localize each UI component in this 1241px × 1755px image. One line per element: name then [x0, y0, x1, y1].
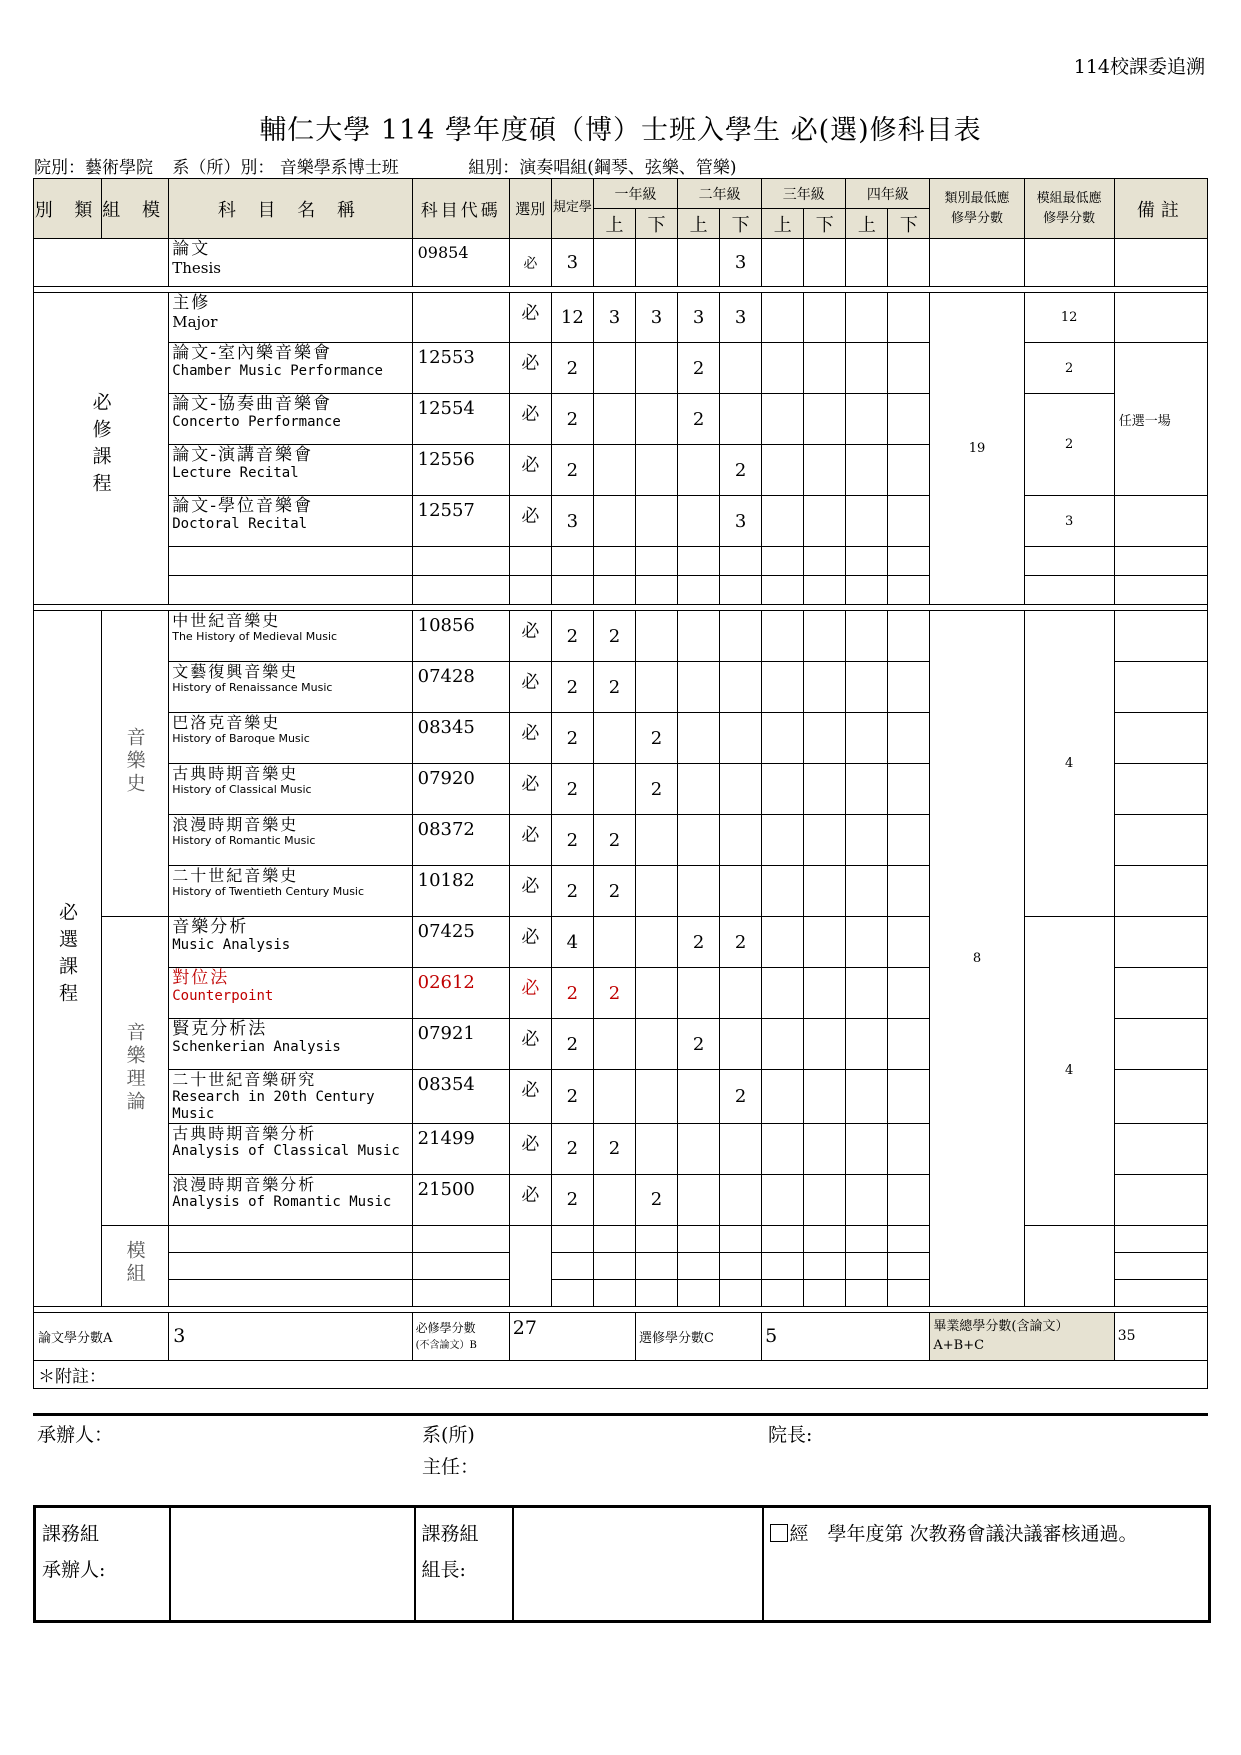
header-code: 科目代碼 [412, 179, 509, 239]
header-y1-lower: 下 [635, 209, 677, 239]
table-row: 論文-室內樂音樂會 Chamber Music Performance 12553 必 2 2 2 任選一場 [34, 343, 1208, 394]
required-credits-value: 27 [509, 1312, 635, 1360]
thesis-credits-label: 論文學分數A [34, 1312, 169, 1360]
elective-credits-value: 5 [762, 1312, 930, 1360]
table-row: 巴洛克音樂史 History of Baroque Music 08345 必 2 2 [34, 713, 1208, 764]
table-row: 論文 Thesis 09854 必 3 3 [34, 239, 1208, 287]
elective-category-min: 8 [930, 611, 1024, 1307]
header-y2-upper: 上 [678, 209, 720, 239]
office-handler-signature [170, 1507, 415, 1622]
dept-head-label-2: 主任： [422, 1456, 480, 1478]
header-year3: 三年級 [762, 179, 846, 209]
required-remark: 任選一場 [1114, 343, 1207, 496]
department-label: 系（所）別： 音樂學系博士班 [172, 158, 399, 178]
table-row: 浪漫時期音樂分析 Analysis of Romantic Music 21500 必 2 2 [34, 1174, 1208, 1225]
table-row: 二十世紀音樂研究 Research in 20th Century Music 08354 必 2 2 [34, 1070, 1208, 1124]
table-row: 論文-協奏曲音樂會 Concerto Performance 12554 必 2 2 2 [34, 394, 1208, 445]
header-category-min: 類別最低應修學分數 [930, 179, 1024, 239]
module-label: 模組 [102, 1225, 169, 1306]
elective-credits-label: 選修學分數C [635, 1312, 761, 1360]
header-type: 選別 [509, 179, 551, 239]
approval-box [33, 1505, 1211, 1623]
theory-module-min: 4 [1024, 917, 1114, 1226]
table-row: 二十世紀音樂史 History of Twentieth Century Music 10182 必 2 2 [34, 866, 1208, 917]
program-info [34, 153, 750, 178]
required-category-min: 19 [930, 293, 1024, 605]
table-row: 浪漫時期音樂史 History of Romantic Music 08372 必 2 2 [34, 815, 1208, 866]
table-row: 古典時期音樂史 History of Classical Music 07920 必 2 2 [34, 764, 1208, 815]
group-label: 組別：演奏唱組(鋼琴、弦樂、管樂) [468, 158, 737, 178]
history-module-min: 4 [1024, 611, 1114, 917]
document-tag: 114校課委追溯 [1073, 56, 1205, 78]
header-course-name: 科 目 名 稱 [169, 179, 412, 239]
divider [33, 1413, 1208, 1416]
header-y1-upper: 上 [593, 209, 635, 239]
page-title: 輔仁大學 114 學年度碩（博）士班入學生 必(選)修科目表 [259, 115, 982, 146]
totals-row [34, 1312, 1208, 1360]
table-row: 論文-學位音樂會 Doctoral Recital 12557 必 3 3 3 [34, 496, 1208, 547]
theory-module-label: 音樂理論 [102, 917, 169, 1226]
header-year4: 四年級 [846, 179, 930, 209]
graduation-credits-label: 畢業總學分數(含論文） A+B+C [930, 1312, 1114, 1360]
office-head-label: 課務組 組長: [415, 1507, 513, 1622]
table-row: 必修課程 主修 Major 必 12 3 3 3 3 19 12 [34, 293, 1208, 343]
college-label: 院別：藝術學院 [34, 158, 153, 178]
table-row: 音樂理論 音樂分析 Music Analysis 07425 必 4 2 2 4 [34, 917, 1208, 968]
history-module-label: 音樂史 [102, 611, 169, 917]
required-category-label: 必修課程 [34, 293, 169, 605]
header-y3-upper: 上 [762, 209, 804, 239]
handler-label: 承辦人： [37, 1424, 114, 1446]
notes-label: ＊附註： [34, 1360, 1208, 1388]
table-row: 文藝復興音樂史 History of Renaissance Music 07428 必 2 2 [34, 662, 1208, 713]
header-y3-lower: 下 [804, 209, 846, 239]
header-y4-lower: 下 [888, 209, 930, 239]
graduation-credits-value: 35 [1114, 1312, 1207, 1360]
office-head-signature [513, 1507, 763, 1622]
elective-category-label: 必選課程 [34, 611, 102, 1307]
header-remarks: 備註 [1114, 179, 1207, 239]
approval-statement: 經 學年度第 次教務會議決議審核通過。 [789, 1523, 1138, 1545]
table-row [34, 1225, 1208, 1252]
header-credits: 規定學 [551, 179, 593, 239]
header-module-min: 模組最低應修學分數 [1024, 179, 1114, 239]
table-row [34, 576, 1208, 605]
header-module: 組 模 [102, 179, 169, 239]
header-y2-lower: 下 [720, 209, 762, 239]
table-row: 論文-演講音樂會 Lecture Recital 12556 必 2 2 [34, 445, 1208, 496]
course-name-cell: 論文 Thesis [169, 239, 412, 287]
table-row: 古典時期音樂分析 Analysis of Classical Music 21499 必 2 2 [34, 1123, 1208, 1174]
header-year1: 一年級 [593, 179, 677, 209]
dept-head-label-1: 系(所) [422, 1424, 475, 1446]
required-credits-label: 必修學分數 (不含論文）B [412, 1312, 509, 1360]
thesis-credits-value: 3 [169, 1312, 412, 1360]
approval-statement-cell [763, 1507, 1210, 1622]
header-year2: 二年級 [678, 179, 762, 209]
table-row: 必選課程 音樂史 中世紀音樂史 The History of Medieval Music 10856 必 2 2 8 4 [34, 611, 1208, 662]
header-category: 別 類 [34, 179, 102, 239]
notes-row [34, 1360, 1208, 1388]
office-handler-label: 課務組 承辦人: [35, 1507, 170, 1622]
header-y4-upper: 上 [846, 209, 888, 239]
table-row [34, 547, 1208, 576]
course-table [33, 178, 1208, 1389]
approval-checkbox[interactable] [770, 1524, 788, 1542]
dean-label: 院長: [768, 1424, 813, 1446]
table-row: 賢克分析法 Schenkerian Analysis 07921 必 2 2 [34, 1019, 1208, 1070]
table-row: 對位法 Counterpoint 02612 必 2 2 [34, 968, 1208, 1019]
